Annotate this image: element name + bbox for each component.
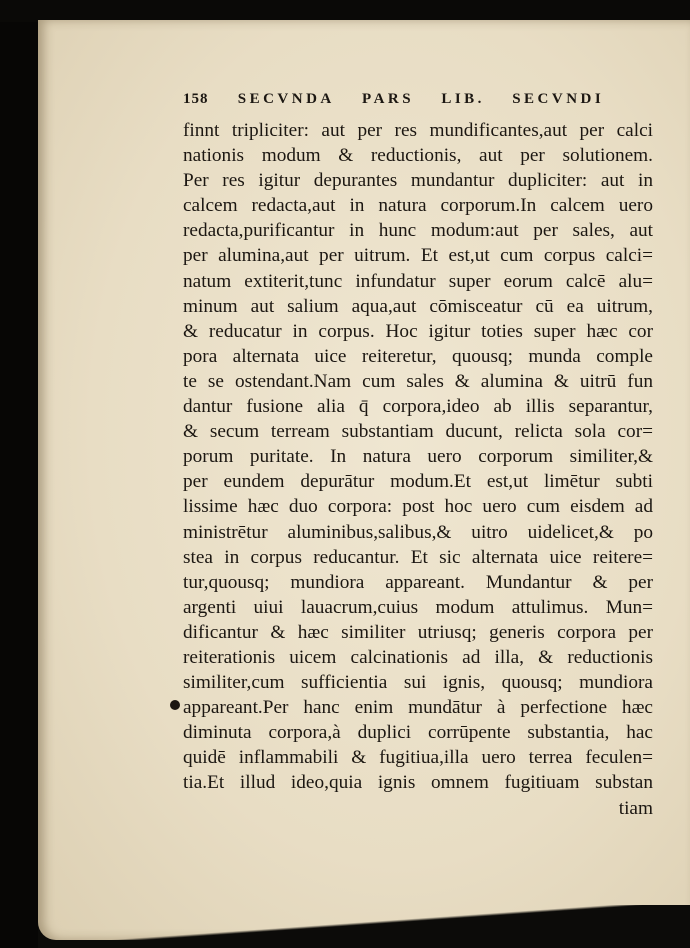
text-line: lissime hæc duo corpora: post hoc uero cum eisdem ad <box>183 496 653 518</box>
text-line: natum extiterit,tunc infundatur super eorum calcē alu= <box>183 270 653 292</box>
text-line: calcem redacta,aut in natura corporum.In calcem uero <box>183 195 653 217</box>
text-line: dantur fusione alia q̄ corpora,ideo ab illis separantur, <box>183 396 653 418</box>
running-head-word: PARS <box>362 91 415 107</box>
running-head-word: LIB. <box>441 91 485 107</box>
text-line: minum aut salium aqua,aut cōmisceatur cū ea uitrum, <box>183 295 653 317</box>
text-line: ministrētur aluminibus,salibus,& uitro uidelicet,& po <box>183 521 653 543</box>
text-line: Per res igitur depurantes mundantur dupliciter: aut in <box>183 170 653 192</box>
text-line: per eundem depurātur modum.Et est,ut limētur subti <box>183 471 653 493</box>
text-line: diminuta corpora,à duplici corrūpente substantia, hac <box>183 722 653 744</box>
running-head-word: SECVNDA <box>237 91 335 107</box>
text-line: & secum terream substantiam ducunt, relicta sola cor= <box>183 421 653 443</box>
text-line: stea in corpus reducantur. Et sic alternata uice reitere= <box>183 546 653 568</box>
text-line: porum puritate. In natura uero corporum similiter,& <box>183 446 653 468</box>
text-line: te se ostendant.Nam cum sales & alumina & uitrū fun <box>183 370 653 392</box>
text-line: appareant.Per hanc enim mundātur à perfectione hæc <box>183 697 653 719</box>
scan-background-top <box>0 0 690 22</box>
text-line-catchword: tiam <box>618 797 653 819</box>
text-line: nationis modum & reductionis, aut per solutionem. <box>183 145 653 167</box>
text-line: quidē inflammabili & fugitiua,illa uero terrea feculen= <box>183 747 653 769</box>
page-bottom-edge <box>38 905 690 948</box>
text-line: & reducatur in corpus. Hoc igitur toties super hæc cor <box>183 320 653 342</box>
text-line: finnt tripliciter: aut per res mundificantes,aut per calci <box>183 120 653 141</box>
text-line: argenti uiui lauacrum,cuius modum attulimus. Mun= <box>183 596 653 618</box>
text-line: per alumina,aut per uitrum. Et est,ut cum corpus calci= <box>183 245 653 267</box>
text-line: tur,quousq; mundiora appareant. Mundantur & per <box>183 571 653 593</box>
text-line: reiterationis uicem calcinationis ad illa, & reductionis <box>183 646 653 668</box>
scan-background-left <box>0 0 38 948</box>
page-number: 158 <box>183 91 209 107</box>
body-text <box>183 118 653 821</box>
page-text-block <box>183 88 653 821</box>
text-line: tia.Et illud ideo,quia ignis omnem fugitiuam substan <box>183 772 653 794</box>
text-line: redacta,purificantur in hunc modum:aut per sales, aut <box>183 220 653 242</box>
running-head-word: SECVNDI <box>512 91 605 107</box>
running-head <box>183 88 653 110</box>
margin-bullet-mark <box>170 700 180 710</box>
text-line: dificantur & hæc similiter utriusq; generis corpora per <box>183 621 653 643</box>
text-line: similiter,cum sufficientia sui ignis, quousq; mundiora <box>183 672 653 694</box>
text-line: pora alternata uice reiteretur, quousq; munda comple <box>183 345 653 367</box>
